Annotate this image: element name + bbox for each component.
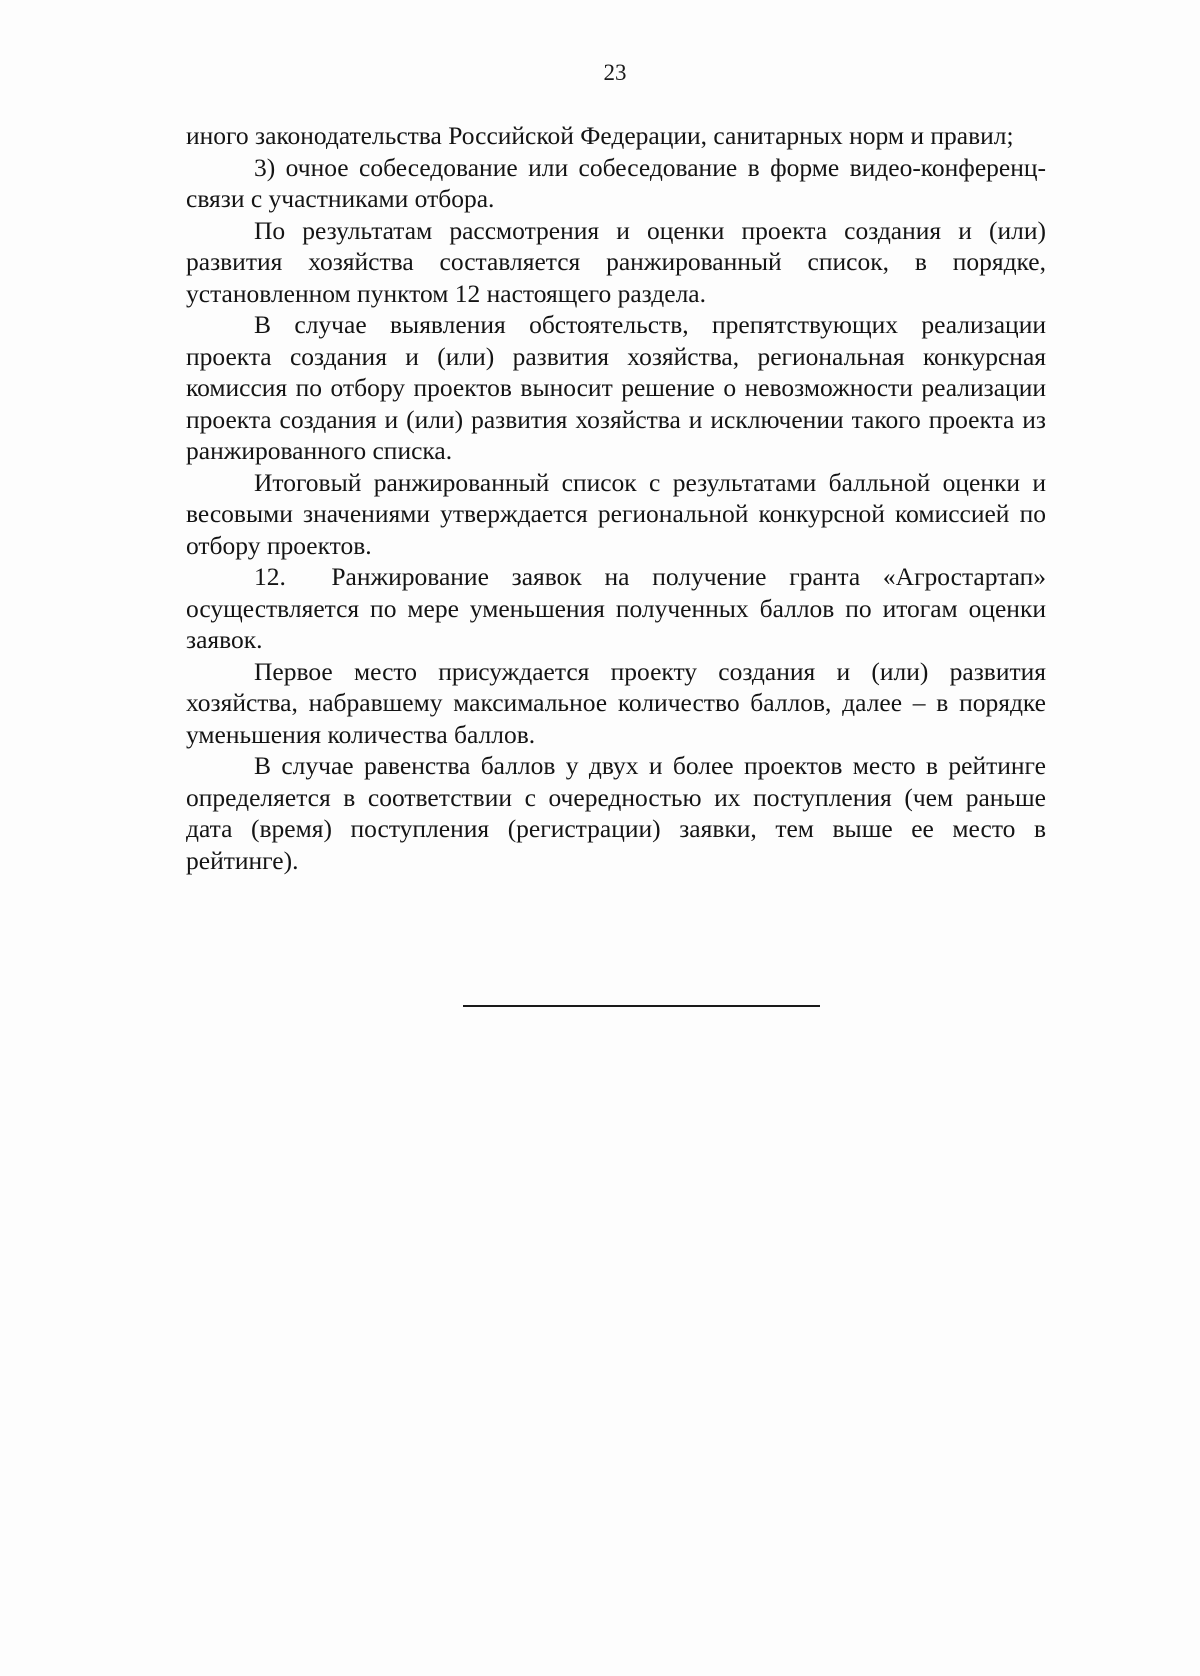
paragraph-section-12: 12. Ранжирование заявок на получение гранта «Агростартап» осуществляется по мере уменьшения полученных баллов по итогам оценки заявок. xyxy=(186,562,1053,654)
end-of-text-rule xyxy=(463,1005,820,1007)
paragraph-continuation: иного законодательства Российской Федерации, санитарных норм и правил; xyxy=(186,121,1014,150)
page-number: 23 xyxy=(603,60,627,85)
paragraph-ranked-list: По результатам рассмотрения и оценки проекта создания и (или) развития хозяйства составляется ранжированный список, в порядке, установленном пунктом 12 настоящего раздела. xyxy=(186,215,1046,308)
paragraph-circumstances: В случае выявления обстоятельств, препятствующих реализации проекта создания и (или) развития хозяйства, региональная конкурсная комиссия по отбору проектов выносит решение о невозможности реализации проекта создания и (или) развития хозяйства и исключении такого проекта из ранжированного списка. xyxy=(186,310,1046,465)
paragraph-item-3: 3) очное собеседование или собеседование в форме видео-конференц-связи с участниками отбора. xyxy=(186,152,1046,213)
paragraph-first-place: Первое место присуждается проекту создания и (или) развития хозяйства, набравшему максимальное количество баллов, далее – в порядке уменьшения количества баллов. xyxy=(186,656,1046,749)
paragraph-final-list: Итоговый ранжированный список с результатами балльной оценки и весовыми значениями утверждается региональной конкурсной комиссией по отбору проектов. xyxy=(186,467,1046,560)
paragraph-equal-points: В случае равенства баллов у двух и более проектов место в рейтинге определяется в соответствии с очередностью их поступления (чем раньше дата (время) поступления (регистрации) заявки, тем выше ее место в рейтинге). xyxy=(186,751,1046,875)
document-body xyxy=(186,120,1053,876)
